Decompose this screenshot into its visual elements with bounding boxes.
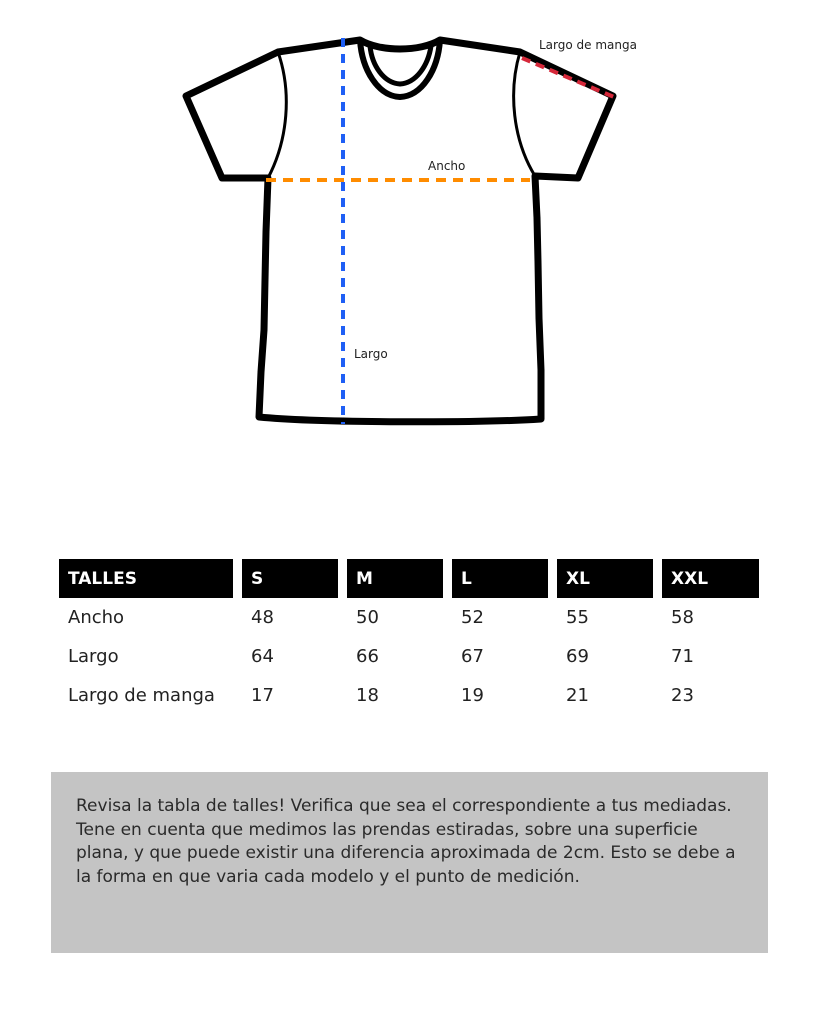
header-size-l: L xyxy=(452,559,557,598)
table-cell: 55 xyxy=(566,607,589,628)
table-cell: 52 xyxy=(461,607,484,628)
tshirt-illustration xyxy=(0,0,819,440)
table-cell: 64 xyxy=(251,646,274,667)
table-cell: 67 xyxy=(461,646,484,667)
table-cell: 69 xyxy=(566,646,589,667)
length-label: Largo xyxy=(354,347,388,361)
table-cell: 23 xyxy=(671,685,694,706)
header-size-m: M xyxy=(347,559,452,598)
header-size-s: S xyxy=(242,559,347,598)
row-label-sleeve-length: Largo de manga xyxy=(68,685,215,706)
width-label: Ancho xyxy=(428,159,466,173)
table-cell: 58 xyxy=(671,607,694,628)
table-cell: 48 xyxy=(251,607,274,628)
table-cell: 19 xyxy=(461,685,484,706)
note-paragraph-1: Revisa la tabla de talles! Verifica que sea el correspondiente a tus mediadas. xyxy=(76,796,732,816)
table-cell: 21 xyxy=(566,685,589,706)
header-size-xl: XL xyxy=(557,559,662,598)
table-cell: 18 xyxy=(356,685,379,706)
table-row xyxy=(59,637,759,676)
measurement-note-box xyxy=(51,772,768,953)
table-cell: 71 xyxy=(671,646,694,667)
header-size-xxl: XXL xyxy=(662,559,759,598)
table-row xyxy=(59,676,759,715)
table-cell: 66 xyxy=(356,646,379,667)
header-sizes: TALLES xyxy=(59,559,242,598)
table-cell: 50 xyxy=(356,607,379,628)
size-chart-table xyxy=(59,559,759,715)
table-row xyxy=(59,598,759,637)
note-paragraph-2: Tene en cuenta que medimos las prendas estiradas, sobre una superficie plana, y que puede existir una diferencia aproximada de 2cm. Esto se debe a la forma en que varia cada modelo y el punto de medición. xyxy=(76,819,736,887)
table-cell: 17 xyxy=(251,685,274,706)
sleeve-length-label: Largo de manga xyxy=(539,38,637,52)
row-label-length: Largo xyxy=(68,646,119,667)
table-header-row xyxy=(59,559,759,598)
tshirt-measurement-diagram xyxy=(0,0,819,440)
row-label-width: Ancho xyxy=(68,607,125,628)
